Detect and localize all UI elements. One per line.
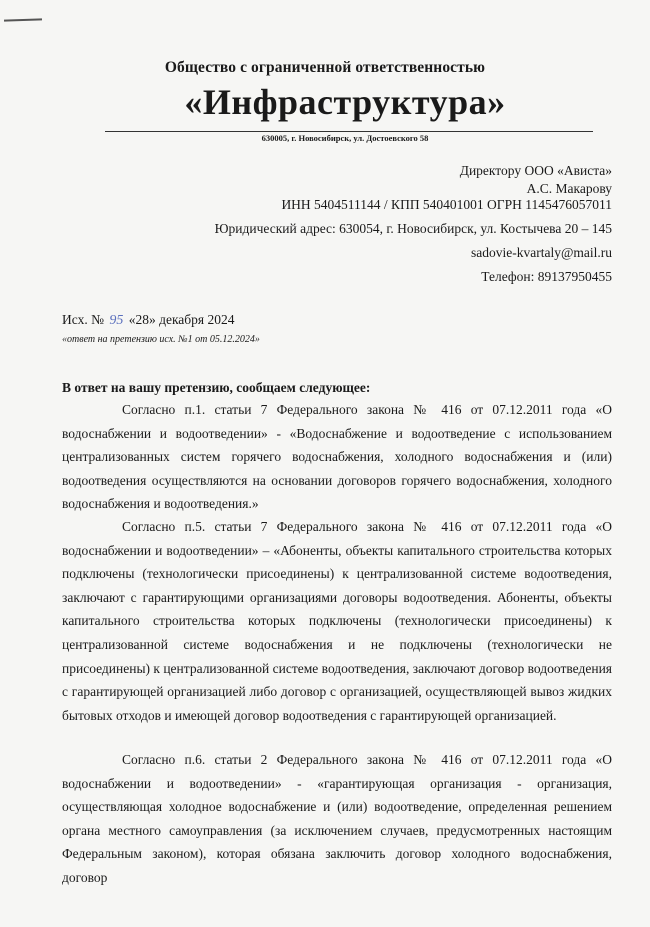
- pen-mark: [4, 18, 42, 21]
- recipient-legal-address: Юридический адрес: 630054, г. Новосибирск, ул. Костычева 20 – 145: [214, 221, 612, 236]
- outgoing-reference: [62, 312, 235, 329]
- outgoing-prefix: Исх. №: [62, 312, 104, 327]
- paragraph-1: Согласно п.1. статьи 7 Федерального закона № 416 от 07.12.2011 года «О водоснабжении и водоотведении» - «Водоснабжение и водоотведение с использованием централизованных систем горячего водоснабжения, холодного водоснабжения и (или) водоотведения осуществляются на основании договоров горячего водоснабжения, холодного водоснабжения и водоотведения.»: [62, 402, 612, 512]
- recipient-phone: Телефон: 89137950455: [481, 269, 612, 284]
- org-legal-form: Общество с ограниченной ответственностью: [164, 59, 486, 76]
- outgoing-number: 95: [109, 313, 124, 328]
- org-name: «Инфраструктура»: [184, 82, 506, 122]
- recipient-position: Директору ООО «Ависта»: [459, 163, 612, 178]
- paragraph-2: Согласно п.5. статьи 7 Федерального закона № 416 от 07.12.2011 года «О водоснабжении и водоотведении» – «Абоненты, объекты капитального строительства которых подключены (технологически присоединены) к централизованной системе водоотведения, заключают с гарантирующими организациями договоры водоотведения. Абоненты, объекты капитального строительства которых подключены (технологически присоединены) к централизованной системе водоснабжения и не подключены (технологически не присоединены) к централизованной системе водоотведения, заключают договор водоотведения с гарантирующей организацией либо договор с организацией, осуществляющей вывоз жидких бытовых отходов и имеющей договор водоотведения с гарантирующей организацией.: [62, 519, 613, 723]
- outgoing-date: «28» декабря 2024: [128, 312, 235, 327]
- org-address: 630005, г. Новосибирск, ул. Достоевского 58: [261, 133, 429, 143]
- intro-heading: В ответ на вашу претензию, сообщаем следующее:: [62, 380, 371, 395]
- paragraph-3: Согласно п.6. статьи 2 Федерального закона № 416 от 07.12.2011 года «О водоснабжении и водоотведении» - «гарантирующая организация - организация, осуществляющая холодное водоснабжение и (или) водоотведение, определенная решением органа местного самоуправления (за исключением случаев, предусмотренных настоящим Федеральным законом), которая обязана заключить договор холодного водоснабжения, договор: [62, 752, 612, 885]
- recipient-name: А.С. Макарову: [526, 181, 612, 196]
- reply-note: «ответ на претензию исх. №1 от 05.12.2024»: [62, 334, 260, 345]
- recipient-registration: ИНН 5404511144 / КПП 540401001 ОГРН 1145476057011: [281, 197, 612, 212]
- recipient-email: sadovie-kvartaly@mail.ru: [470, 245, 612, 260]
- header-divider: [105, 131, 593, 132]
